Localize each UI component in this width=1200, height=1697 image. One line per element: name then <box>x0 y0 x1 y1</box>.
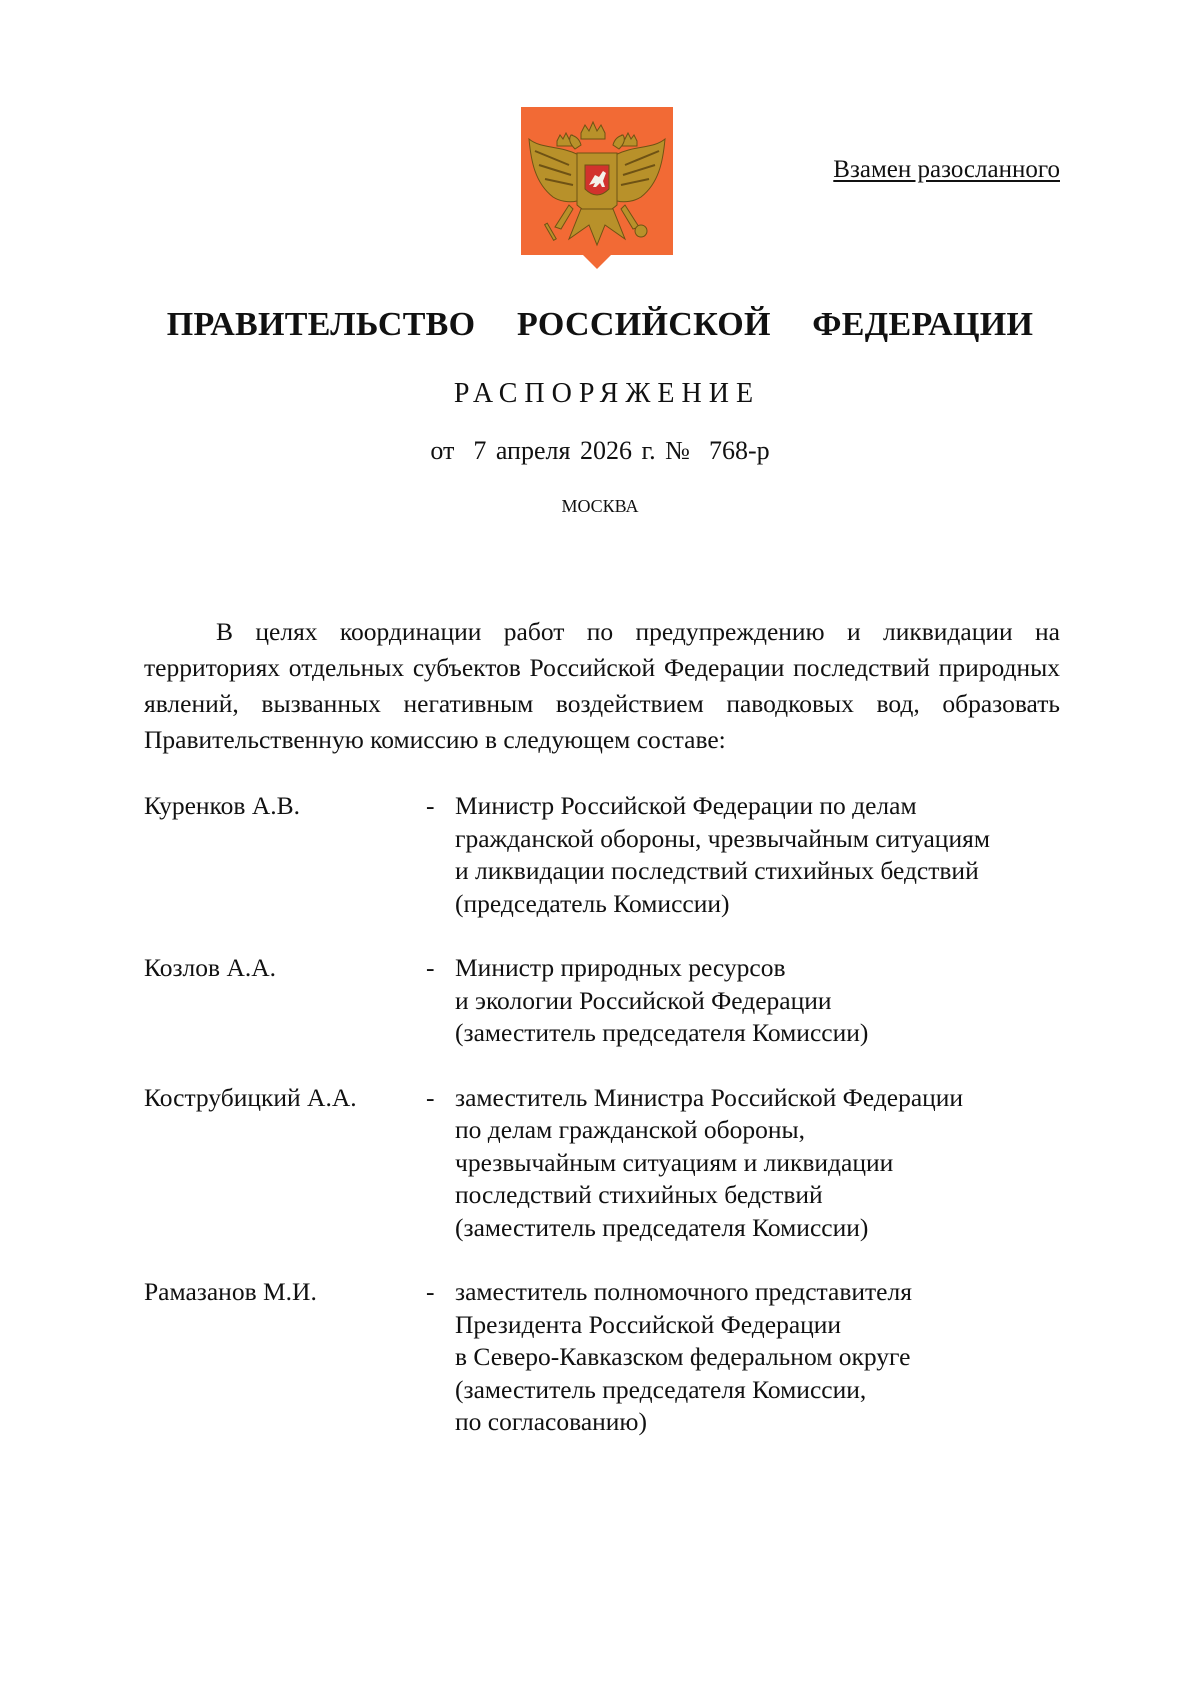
member-role-line: (заместитель председателя Комиссии, <box>455 1374 867 1404</box>
member-role-line: и ликвидации последствий стихийных бедствий <box>455 856 979 885</box>
document-type: РАСПОРЯЖЕНИЕ <box>453 378 761 409</box>
coat-of-arms-icon <box>519 105 675 277</box>
member-dash: - <box>426 1082 435 1112</box>
member-role-line: и экологии Российской Федерации <box>455 985 832 1015</box>
member-role-line: Министр Российской Федерации по делам <box>455 791 917 820</box>
member-dash: - <box>426 1277 435 1306</box>
member-role-line: заместитель Министра Российской Федерации <box>455 1082 964 1112</box>
member-role <box>455 1276 1060 1439</box>
member-role-line: (председатель Комиссии) <box>455 888 730 918</box>
document-date-number: от 7 апреля 2026 г. № 768-р <box>430 436 770 465</box>
member-entry <box>144 1276 1060 1439</box>
member-name: Рамазанов М.И. <box>144 1277 317 1306</box>
member-role-line: чрезвычайным ситуациям и ликвидации <box>455 1147 894 1177</box>
member-role-line: по делам гражданской обороны, <box>455 1115 806 1144</box>
member-dash: - <box>426 953 435 982</box>
member-role-line: (заместитель председателя Комиссии) <box>455 1212 869 1242</box>
member-role-line: заместитель полномочного представителя <box>455 1277 912 1306</box>
document-city: МОСКВА <box>561 496 639 516</box>
member-role-line: гражданской обороны, чрезвычайным ситуациям <box>455 823 990 853</box>
member-role-line: последствий стихийных бедствий <box>455 1180 823 1209</box>
replacement-note: Взамен разосланного <box>833 156 1060 183</box>
member-name: Куренков А.В. <box>144 791 300 820</box>
member-role-line: по согласованию) <box>455 1407 647 1436</box>
member-role-line: Министр природных ресурсов <box>455 953 786 982</box>
member-dash: - <box>426 791 435 820</box>
member-role-line: Президента Российской Федерации <box>455 1309 842 1339</box>
member-name: Кострубицкий А.А. <box>144 1082 357 1112</box>
member-role-line: в Северо-Кавказском федеральном округе <box>455 1342 911 1371</box>
intro-paragraph: В целях координации работ по предупреждению и ликвидации на территориях отдельных субъектов Российской Федерации последствий природных явлений, вызванных негативным воздействием паводковых вод, образовать Правительственную комиссию в следующем составе: <box>144 617 1060 754</box>
member-role <box>455 952 1060 1050</box>
member-role-line: (заместитель председателя Комиссии) <box>455 1018 869 1047</box>
member-entry <box>144 952 1060 1050</box>
member-role <box>455 790 1060 920</box>
government-title: ПРАВИТЕЛЬСТВО РОССИЙСКОЙ ФЕДЕРАЦИИ <box>166 306 1034 343</box>
member-name: Козлов А.А. <box>144 953 277 982</box>
commission-members-list <box>144 790 1060 1471</box>
member-entry <box>144 790 1060 920</box>
member-entry <box>144 1082 1060 1245</box>
member-role <box>455 1082 1060 1245</box>
